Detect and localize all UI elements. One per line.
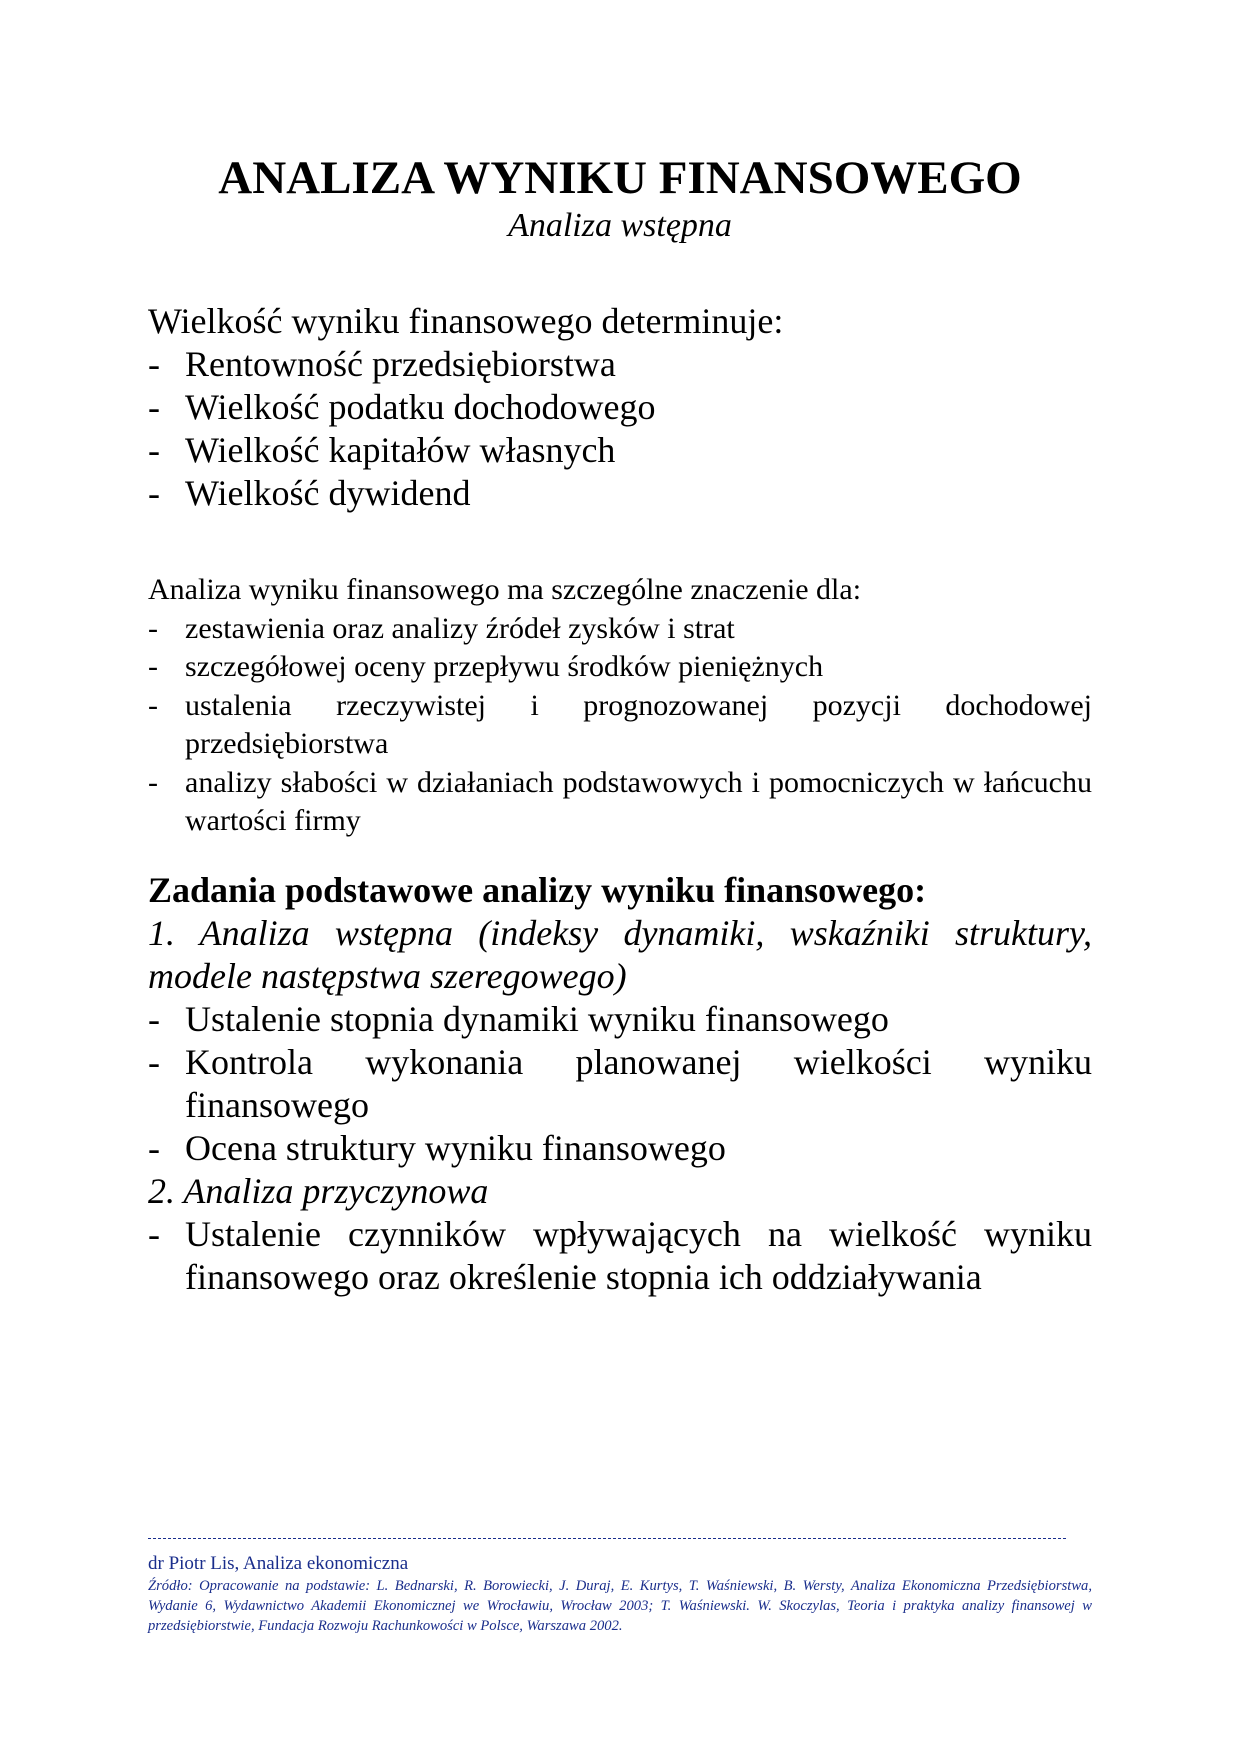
list-item: - Wielkość podatku dochodowego (148, 387, 656, 427)
list-item: - analizy słabości w działaniach podstawowych i pomocniczych w łańcuchu wartości firmy (148, 765, 1092, 837)
section-determinants-heading: Wielkość wyniku finansowego determinuje: (148, 301, 784, 341)
determinants-list (148, 343, 1092, 515)
section-significance-heading: Analiza wyniku finansowego ma szczególne znaczenie dla: (148, 573, 862, 606)
part1-title: 1. Analiza wstępna (indeksy dynamiki, wskaźniki struktury, modele następstwa szeregowego) (148, 913, 1092, 996)
list-item: - Wielkość dywidend (148, 473, 471, 513)
footer-author: dr Piotr Lis, Analiza ekonomiczna (148, 1553, 409, 1574)
section-significance (148, 571, 1092, 841)
part2-list (148, 1213, 1092, 1299)
part1-list (148, 998, 1092, 1170)
footer-source: Źródło: Opracowanie na podstawie: L. Bednarski, R. Borowiecki, J. Duraj, E. Kurtys, T. Waśniewski, B. Wersty, Analiza Ekonomiczna Przedsiębiorstwa, Wydanie 6, Wydawnictwo Akademii Ekonomicznej we Wrocławiu, Wrocław 2003; T. Waśniewski. W. Skoczylas, Teoria i praktyka analizy finansowej w przedsiębiorstwie, Fundacja Rozwoju Rachunkowości w Polsce, Warszawa 2002. (148, 1578, 1092, 1634)
list-item: - Wielkość kapitałów własnych (148, 430, 616, 470)
list-item: - ustalenia rzeczywistej i prognozowanej pozycji dochodowej przedsiębiorstwa (148, 688, 1092, 760)
list-item: - Ustalenie czynników wpływających na wielkość wyniku finansowego oraz określenie stopnia ich oddziaływania (148, 1214, 1092, 1297)
list-item: - Rentowność przedsiębiorstwa (148, 344, 616, 384)
significance-list (148, 610, 1092, 841)
section-tasks-heading: Zadania podstawowe analizy wyniku finansowego: (148, 870, 927, 910)
page-subtitle: Analiza wstępna (508, 207, 732, 244)
part2-title: 2. Analiza przyczynowa (148, 1171, 489, 1211)
footer-divider (148, 1538, 1066, 1539)
section-tasks (148, 869, 1092, 1299)
list-item: - Kontrola wykonania planowanej wielkości wyniku finansowego (148, 1042, 1092, 1125)
section-determinants (148, 300, 1092, 515)
list-item: - Ocena struktury wyniku finansowego (148, 1128, 726, 1168)
list-item: - szczegółowej oceny przepływu środków pieniężnych (148, 650, 824, 683)
list-item: - zestawienia oraz analizy źródeł zysków i strat (148, 611, 735, 645)
list-item: - Ustalenie stopnia dynamiki wyniku finansowego (148, 999, 889, 1039)
page-title: ANALIZA WYNIKU FINANSOWEGO (218, 152, 1022, 204)
